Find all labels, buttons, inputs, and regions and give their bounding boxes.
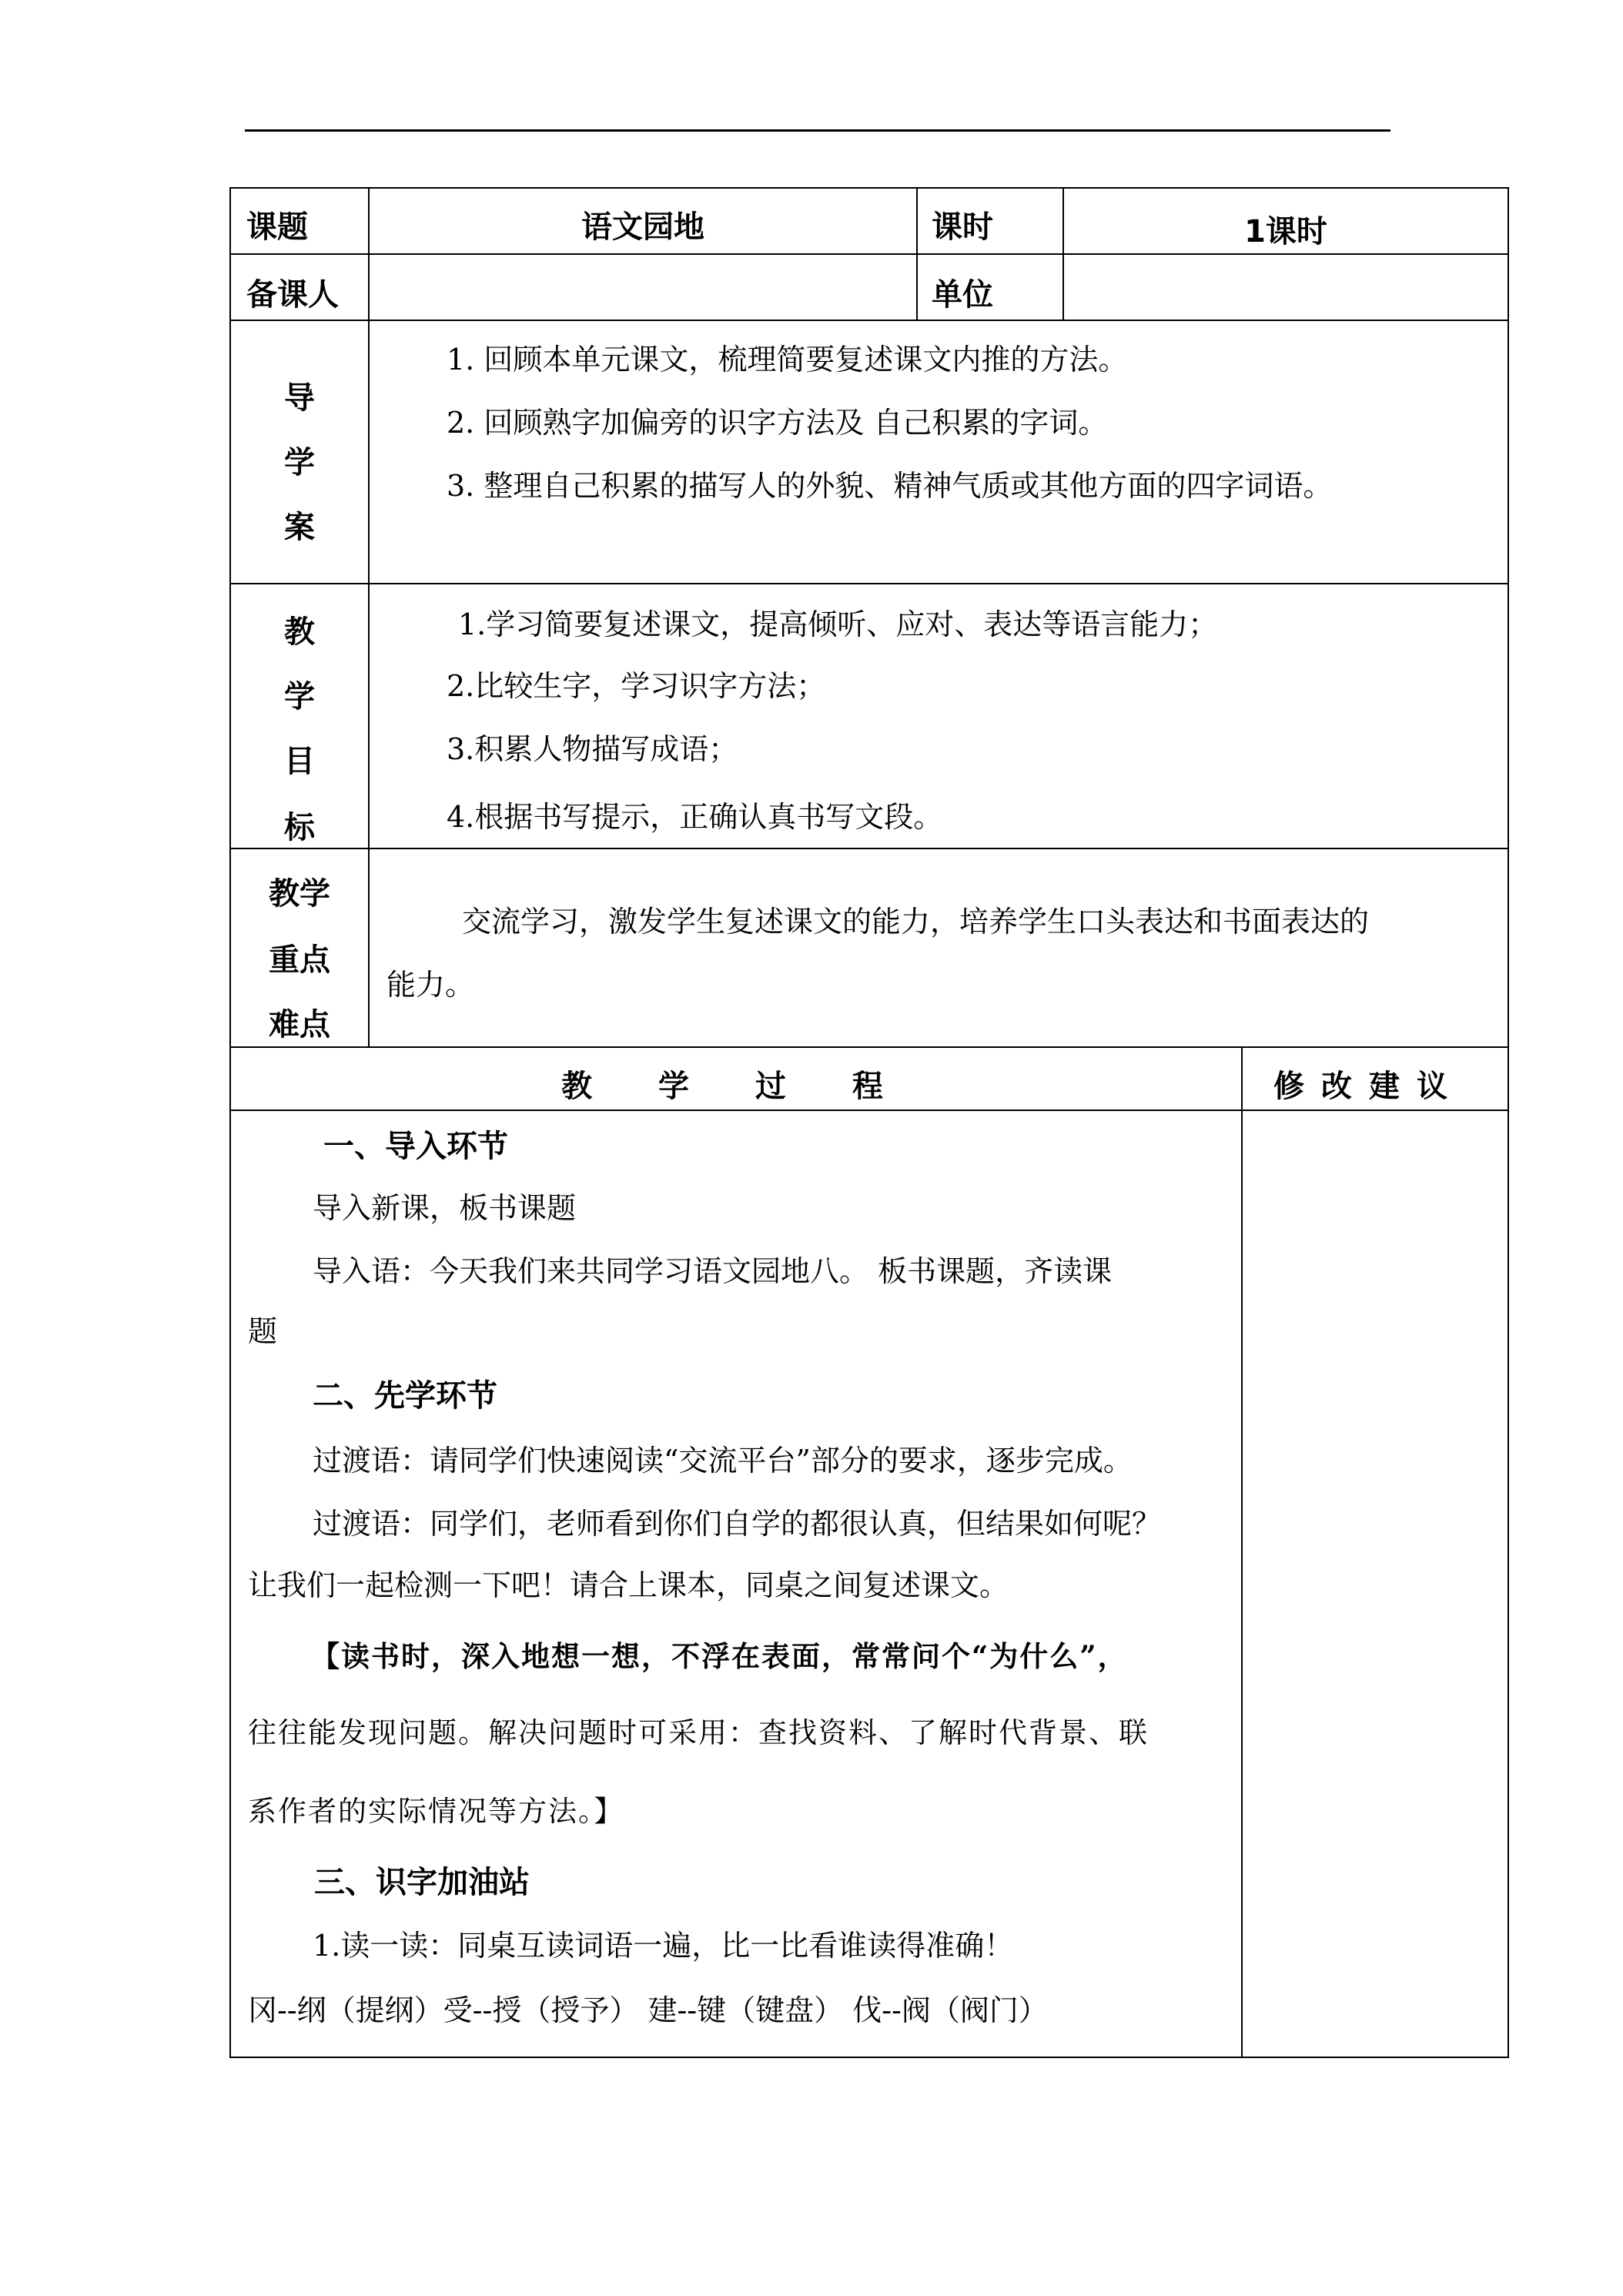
- guide-row: [230, 320, 1508, 584]
- guide-item-1: 1. 回顾本单元课文，梳理简要复述课文内推的方法。: [447, 343, 1128, 377]
- period-value: 1课时: [1244, 214, 1327, 249]
- section-2-para-1: 过渡语：请同学们快速阅读“交流平台”部分的要求，逐步完成。: [313, 1444, 1133, 1478]
- reading-tip-line-3: 系作者的实际情况等方法。】: [248, 1795, 624, 1828]
- reading-tip-line-2: 往往能发现问题。解决问题时可采用：查找资料、了解时代背景、联: [248, 1716, 1149, 1749]
- guide-label-1: 导: [284, 380, 315, 416]
- goals-row: [230, 584, 1508, 848]
- section-1-title: 一、导入环节: [323, 1129, 508, 1164]
- section-2-title: 二、先学环节: [313, 1378, 497, 1414]
- keypoints-line-2: 能力。: [387, 968, 475, 1002]
- goal-item-4: 4.根据书写提示，正确认真书写文段。: [447, 800, 943, 834]
- guide-item-2: 2. 回顾熟字加偏旁的识字方法及 自己积累的字词。: [447, 406, 1108, 440]
- process-heading-row: [230, 1047, 1508, 1110]
- lesson-plan-table: [229, 187, 1509, 2058]
- keypoints-label-3: 难点: [269, 1007, 330, 1043]
- keypoints-line-1: 交流学习，激发学生复述课文的能力，培养学生口头表达和书面表达的: [462, 905, 1370, 939]
- topic-value: 语文园地: [581, 209, 704, 245]
- goal-item-2: 2.比较生字，学习识字方法；: [447, 669, 826, 703]
- unit-label: 单位: [932, 277, 993, 313]
- header-rule: [245, 129, 1390, 132]
- preparer-row: [230, 254, 1508, 320]
- process-heading: 教 学 过 程: [561, 1069, 911, 1104]
- goals-label-1: 教: [284, 614, 315, 650]
- guide-item-3: 3. 整理自己积累的描写人的外貌、精神气质或其他方面的四字词语。: [447, 469, 1333, 503]
- keypoints-label-1: 教学: [269, 876, 330, 912]
- process-body-row: [230, 1110, 1508, 2057]
- process-content: [231, 1111, 1241, 2057]
- goal-item-3: 3.积累人物描写成语；: [447, 732, 738, 766]
- keypoints-row: [230, 848, 1508, 1047]
- suggestion-column: [1243, 1111, 1508, 2057]
- reading-tip-line-1: 【读书时，深入地想一想，不浮在表面，常常问个“为什么”，: [311, 1639, 1128, 1673]
- preparer-label: 备课人: [246, 277, 339, 313]
- suggestion-heading: 修改建议: [1273, 1069, 1464, 1104]
- section-3-para-1: 1.读一读：同桌互读词语一遍，比一比看谁读得准确！: [313, 1929, 1014, 1963]
- section-1-para-2a: 导入语：今天我们来共同学习语文园地八。 板书课题，齐读课: [313, 1254, 1113, 1288]
- section-2-para-2a: 过渡语：同学们，老师看到你们自学的都很认真，但结果如何呢？: [313, 1507, 1162, 1541]
- section-1-para-2b: 题: [248, 1314, 278, 1348]
- goals-label-3: 目: [284, 744, 315, 779]
- section-1-para-1: 导入新课，板书课题: [313, 1191, 577, 1225]
- topic-label: 课题: [246, 209, 308, 245]
- section-2-para-2b: 让我们一起检测一下吧！请合上课本，同桌之间复述课文。: [248, 1568, 1009, 1602]
- period-label: 课时: [932, 209, 993, 245]
- goals-label-2: 学: [284, 679, 315, 715]
- section-3-words: 冈--纲（提纲）受--授（授予） 建--键（键盘） 伐--阀（阀门）: [248, 1993, 1048, 2027]
- guide-label-2: 学: [284, 445, 315, 480]
- section-3-title: 三、识字加油站: [314, 1865, 530, 1900]
- goals-label-4: 标: [284, 810, 315, 845]
- keypoints-label-2: 重点: [269, 942, 330, 978]
- topic-row: [230, 188, 1508, 254]
- goal-item-1: 1.学习简要复述课文，提高倾听、应对、表达等语言能力；: [458, 607, 1218, 641]
- guide-label-3: 案: [284, 510, 315, 545]
